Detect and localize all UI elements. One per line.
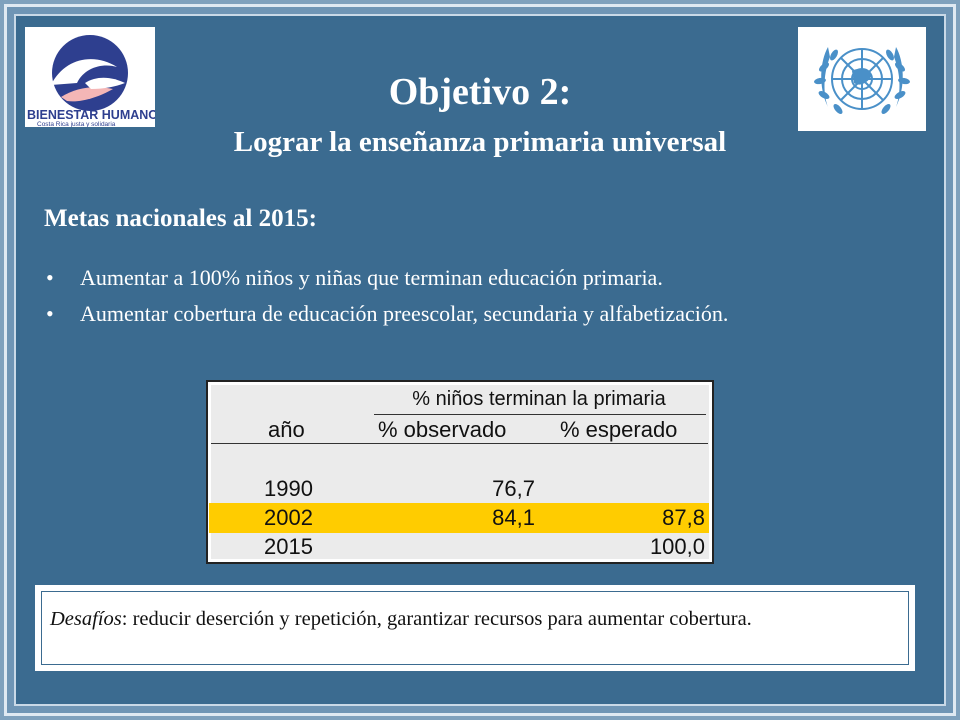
table-header-year: año bbox=[268, 417, 305, 442]
cell-expected: 87,8 bbox=[662, 505, 705, 530]
bullet-icon: • bbox=[46, 265, 54, 290]
table-divider bbox=[374, 414, 706, 415]
table-row bbox=[209, 532, 709, 562]
challenges-body: : reducir deserción y repetición, garantizar recursos para aumentar cobertura. bbox=[121, 608, 752, 630]
bullet-text: Aumentar a 100% niños y niñas que terminan educación primaria. bbox=[80, 265, 663, 290]
cell-observed: 76,7 bbox=[492, 476, 535, 501]
bienestar-logo-tagline: Costa Rica justa y solidaria bbox=[37, 121, 116, 127]
slide-subtitle: Lograr la enseñanza primaria universal bbox=[233, 126, 727, 158]
cell-expected: 100,0 bbox=[649, 534, 705, 559]
cell-observed: 84,1 bbox=[492, 505, 535, 530]
bullet-text: Aumentar cobertura de educación preescolar, secundaria y alfabetización. bbox=[80, 301, 729, 326]
table-header-expected: % esperado bbox=[560, 417, 678, 442]
bienestar-logo-text: BIENESTAR HUMANO bbox=[27, 108, 155, 122]
cell-year: 2015 bbox=[264, 534, 313, 559]
slide-title: Objetivo 2: bbox=[388, 71, 572, 113]
table-row-highlighted bbox=[209, 503, 709, 533]
cell-year: 2002 bbox=[264, 505, 313, 530]
list-item bbox=[44, 298, 924, 330]
bullet-icon: • bbox=[46, 301, 54, 326]
table-row bbox=[209, 474, 709, 504]
table-header-observed: % observado bbox=[378, 417, 507, 442]
cell-year: 1990 bbox=[264, 476, 313, 501]
goals-list bbox=[44, 262, 924, 334]
table-divider bbox=[211, 443, 708, 444]
challenges-box bbox=[35, 585, 915, 671]
section-heading: Metas nacionales al 2015: bbox=[44, 205, 317, 232]
challenges-label: Desafíos bbox=[50, 608, 122, 630]
table-group-header: % niños terminan la primaria bbox=[412, 388, 666, 410]
list-item bbox=[44, 262, 924, 294]
challenges-text bbox=[41, 591, 909, 665]
